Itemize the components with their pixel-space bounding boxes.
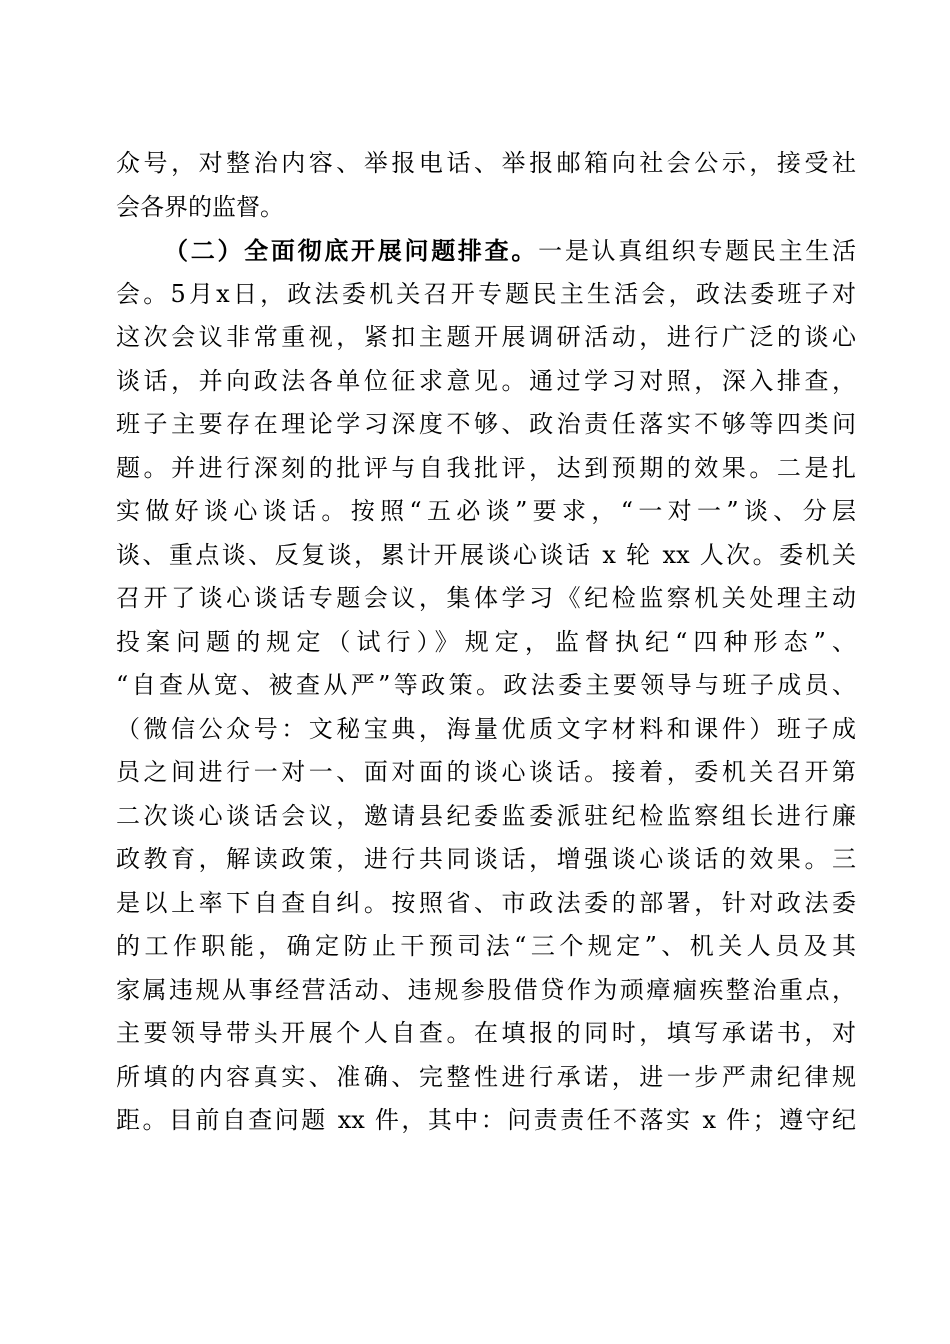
- text-line: 谈、重点谈、反复谈，累计开展谈心谈话 x 轮 xx 人次。委机关: [116, 540, 856, 569]
- text-line: 的工作职能，确定防止干预司法“三个规定”、机关人员及其: [116, 932, 856, 960]
- text-line: “自查从宽、被查从严”等政策。政法委主要领导与班子成员、: [116, 671, 856, 699]
- text-line: 谈话，并向政法各单位征求意见。通过学习对照，深入排查，: [116, 366, 856, 395]
- text-line: 二次谈心谈话会议，邀请县纪委监委派驻纪检监察组长进行廉: [116, 801, 856, 830]
- section-heading-line: [116, 229, 856, 273]
- text-line: （微信公众号：文秘宝典，海量优质文字材料和课件）班子成: [116, 714, 856, 743]
- text-line: 众号，对整治内容、举报电话、举报邮箱向社会公示，接受社: [116, 149, 856, 177]
- text-line: 政教育，解读政策，进行共同谈话，增强谈心谈话的效果。三: [116, 845, 856, 873]
- text-line: 会。5月x日，政法委机关召开专题民主生活会，政法委班子对: [116, 279, 856, 308]
- body-text: [116, 142, 856, 1143]
- text-line: 距。目前自查问题 xx 件，其中：问责责任不落实 x 件；遵守纪: [116, 1106, 856, 1134]
- text-run: 一是认真组织专题民主生活: [538, 237, 857, 265]
- text-line: 题。并进行深刻的批评与自我批评，达到预期的效果。二是扎: [116, 453, 856, 482]
- text-line: 主要领导带头开展个人自查。在填报的同时，填写承诺书，对: [116, 1019, 856, 1047]
- text-line: 召开了谈心谈话专题会议，集体学习《纪检监察机关处理主动: [116, 584, 856, 612]
- text-line: 投案问题的规定（试行）》规定，监督执纪“四种形态”、: [116, 627, 856, 656]
- text-line: 实做好谈心谈话。按照“五必谈”要求，“一对一”谈、分层: [116, 497, 856, 525]
- text-line: 家属违规从事经营活动、违规参股借贷作为顽瘴痼疾整治重点，: [116, 975, 856, 1004]
- text-line: 所填的内容真实、准确、完整性进行承诺，进一步严肃纪律规: [116, 1062, 856, 1091]
- text-line: 班子主要存在理论学习深度不够、政治责任落实不够等四类问: [116, 410, 856, 438]
- text-line: 会各界的监督。: [116, 192, 284, 221]
- text-line: 是以上率下自查自纠。按照省、市政法委的部署，针对政法委: [116, 888, 856, 917]
- text-line: 员之间进行一对一、面对面的谈心谈话。接着，委机关召开第: [116, 758, 856, 786]
- text-line: 这次会议非常重视，紧扣主题开展调研活动，进行广泛的谈心: [116, 323, 856, 351]
- section-heading: （二）全面彻底开展问题排查。: [164, 236, 539, 265]
